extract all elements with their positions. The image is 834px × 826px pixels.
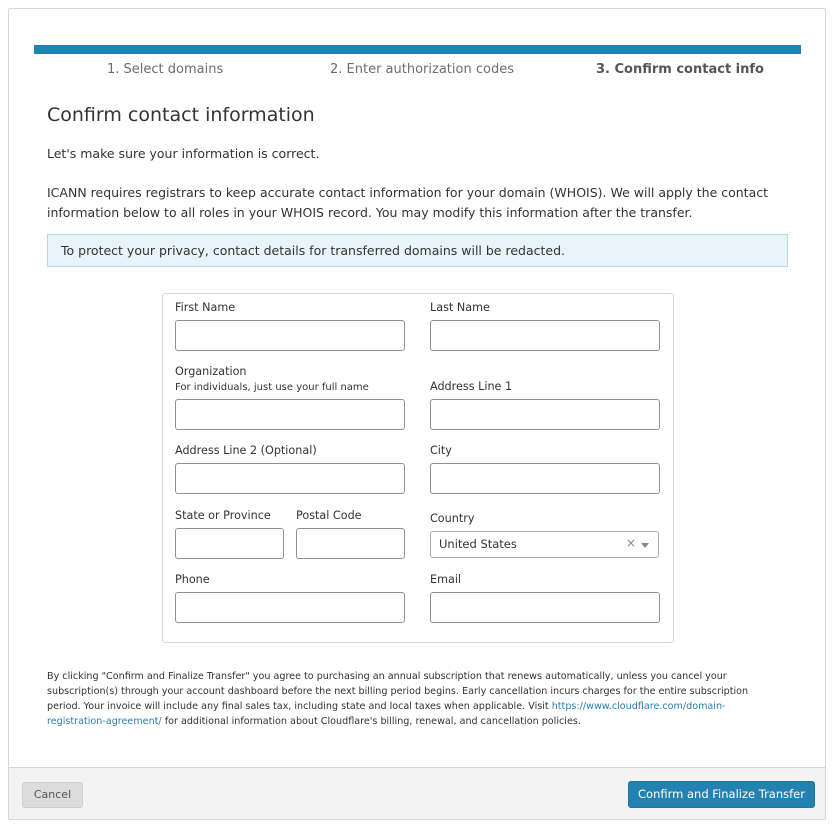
dialog-footer xyxy=(9,767,825,819)
city-label: City xyxy=(430,444,452,457)
state-input[interactable] xyxy=(175,528,284,559)
intro-text: Let's make sure your information is correct. xyxy=(47,146,320,161)
last-name-label: Last Name xyxy=(430,301,490,314)
step-confirm-contact-info: 3. Confirm contact info xyxy=(596,62,764,77)
email-label: Email xyxy=(430,573,462,586)
country-label: Country xyxy=(430,512,475,525)
page-title: Confirm contact information xyxy=(47,104,315,126)
phone-label: Phone xyxy=(175,573,210,586)
step-enter-auth-codes: 2. Enter authorization codes xyxy=(330,62,514,77)
contact-form xyxy=(162,293,674,643)
organization-label: Organization xyxy=(175,365,247,378)
state-label: State or Province xyxy=(175,509,271,522)
organization-input[interactable] xyxy=(175,399,405,430)
first-name-input[interactable] xyxy=(175,320,405,351)
address-line-2-input[interactable] xyxy=(175,463,405,494)
registration-agreement-link[interactable]: https://www.cloudflare.com/domain-registration-agreement/ xyxy=(47,701,726,727)
address-line-2-label: Address Line 2 (Optional) xyxy=(175,444,317,457)
confirm-finalize-transfer-button[interactable]: Confirm and Finalize Transfer xyxy=(628,781,815,808)
clear-icon[interactable]: × xyxy=(625,536,636,550)
legal-text-before-link: By clicking "Confirm and Finalize Transfer" you agree to purchasing an annual subscription that renews automatically, unless you cancel your subscription(s) through your account dashboard before the next billing period begins. Early cancellation incurs charges for the entire subscription period. Your invoice will include any final sales tax, including state and local taxes when applicable. Visit xyxy=(47,671,749,712)
chevron-down-icon[interactable] xyxy=(641,543,649,548)
address-line-1-input[interactable] xyxy=(430,399,660,430)
privacy-notice: To protect your privacy, contact details for transferred domains will be redacted. xyxy=(47,234,788,267)
organization-hint: For individuals, just use your full name xyxy=(175,382,369,393)
country-select[interactable] xyxy=(430,531,659,558)
country-selected-value: United States xyxy=(439,537,517,551)
phone-input[interactable] xyxy=(175,592,405,623)
step-select-domains: 1. Select domains xyxy=(107,62,224,77)
city-input[interactable] xyxy=(430,463,660,494)
postal-code-label: Postal Code xyxy=(296,509,362,522)
last-name-input[interactable] xyxy=(430,320,660,351)
legal-disclaimer xyxy=(47,669,767,729)
legal-text-after-link: for additional information about Cloudflare's billing, renewal, and cancellation policies. xyxy=(161,716,581,727)
icann-text: ICANN requires registrars to keep accurate contact information for your domain (WHOIS). We will apply the contact information below to all roles in your WHOIS record. You may modify this information after the transfer. xyxy=(47,185,769,220)
progress-steps xyxy=(34,62,801,80)
progress-bar xyxy=(34,45,801,54)
email-input[interactable] xyxy=(430,592,660,623)
address-line-1-label: Address Line 1 xyxy=(430,380,513,393)
first-name-label: First Name xyxy=(175,301,236,314)
postal-code-input[interactable] xyxy=(296,528,405,559)
cancel-button[interactable]: Cancel xyxy=(22,782,83,808)
